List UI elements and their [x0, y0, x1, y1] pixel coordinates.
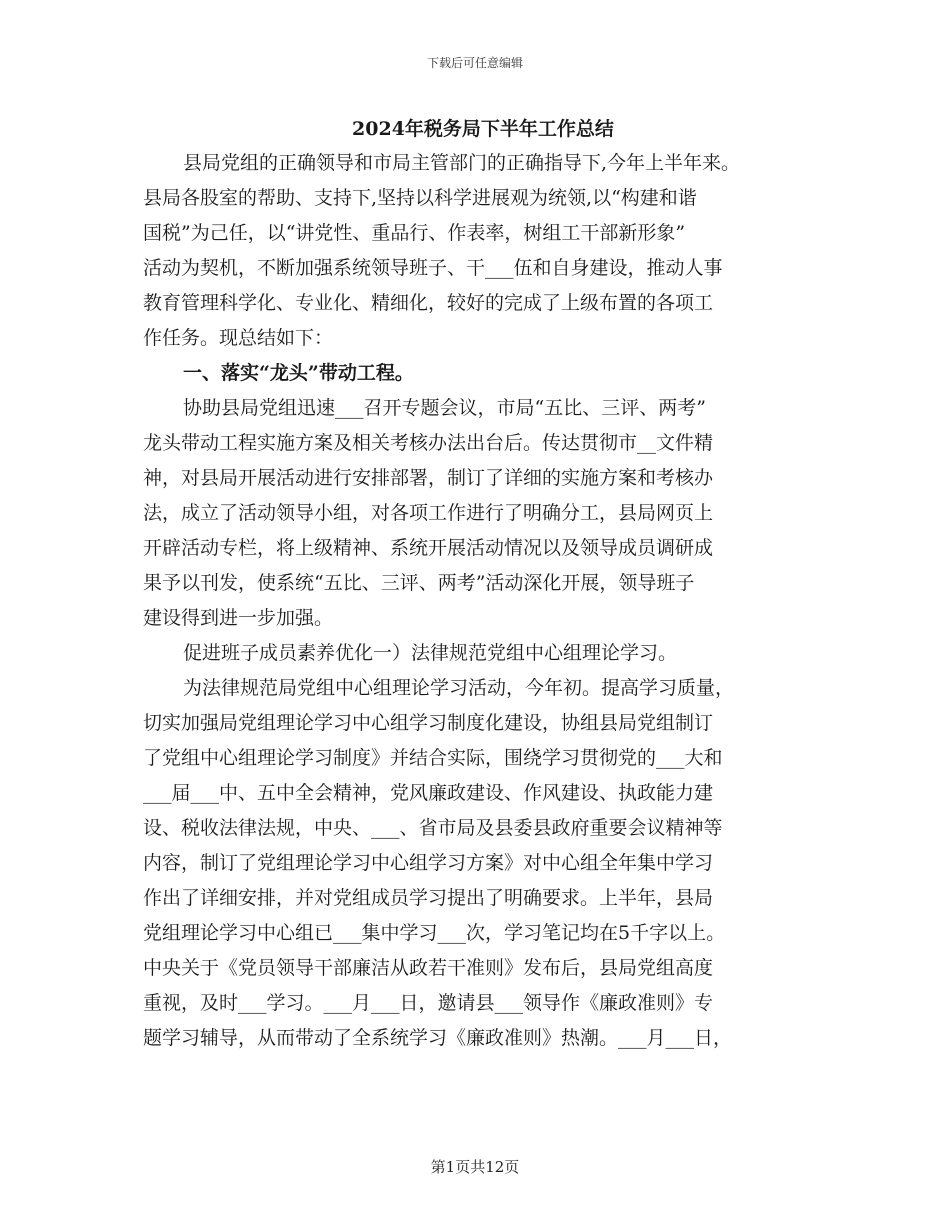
text-line: 开辟活动专栏，将上级精神、系统开展活动情况以及领导成员调研成 — [143, 537, 714, 559]
text-line: 果予以刊发，使系统“五比、三评、两考”活动深化开展，领导班子 — [143, 572, 695, 594]
text-line: 了党组中心组理论学习制度》并结合实际，围绕学习贯彻党的___大和 — [143, 747, 723, 769]
text-line: 为法律规范局党组中心组理论学习活动，今年初。提高学习质量， — [183, 677, 735, 699]
page-header: 下载后可任意编辑 — [426, 56, 523, 70]
text-line: 设、税收法律法规，中央、___、省市局及县委县政府重要会议精神等 — [143, 817, 723, 839]
paragraph-lines — [143, 146, 823, 1056]
document-body — [143, 112, 823, 1056]
text-line: 神，对县局开展活动进行安排部署，制订了详细的实施方案和考核办 — [143, 467, 714, 489]
text-line: 教育管理科学化、专业化、精细化，较好的完成了上级布置的各项工 — [143, 292, 714, 314]
text-line: 法，成立了活动领导小组，对各项工作进行了明确分工，县局网页上 — [143, 502, 714, 524]
text-line: 作出了详细安排，并对党组成员学习提出了明确要求。上半年，县局 — [143, 887, 714, 909]
text-line: 协助县局党组迅速___召开专题会议，市局“五比、三评、两考” — [183, 397, 706, 419]
text-line: 重视，及时___学习。___月___日，邀请县___领导作《廉政准则》专 — [143, 992, 714, 1014]
text-line: 题学习辅导，从而带动了全系统学习《廉政准则》热潮。___月___日， — [143, 1027, 733, 1049]
text-line: 建设得到进一步加强。 — [143, 607, 334, 629]
text-line: 作任务。现总结如下： — [143, 327, 334, 349]
page-number: 第1页共12页 — [430, 1158, 520, 1176]
text-line: 龙头带动工程实施方案及相关考核办法出台后。传达贯彻市__文件精 — [143, 432, 714, 454]
text-line: 中央关于《党员领导干部廉洁从政若干准则》发布后，县局党组高度 — [143, 957, 714, 979]
text-line: 县局各股室的帮助、支持下,坚持以科学进展观为统领,以“构建和谐 — [143, 187, 697, 209]
section-heading: 一、落实“龙头”带动工程。 — [183, 362, 414, 384]
document-title: 2024年税务局下半年工作总结 — [352, 118, 614, 140]
text-line: 活动为契机，不断加强系统领导班子、干___伍和自身建设，推动人事 — [143, 257, 723, 279]
text-line: 党组理论学习中心组已___集中学习___次，学习笔记均在5千字以上。 — [143, 922, 726, 944]
text-line: ___届___中、五中全会精神，党风廉政建设、作风建设、执政能力建 — [143, 782, 714, 804]
text-line: 县局党组的正确领导和市局主管部门的正确指导下,今年上半年来。 — [183, 152, 741, 174]
text-line: 内容，制订了党组理论学习中心组学习方案》对中心组全年集中学习 — [143, 852, 714, 874]
text-line: 促进班子成员素养优化一）法律规范党组中心组理论学习。 — [183, 642, 678, 664]
text-line: 切实加强局党组理论学习中心组学习制度化建设，协组县局党组制订 — [143, 712, 714, 734]
text-line: 国税”为己任，以“讲党性、重品行、作表率，树组工干部新形象” — [143, 222, 686, 244]
